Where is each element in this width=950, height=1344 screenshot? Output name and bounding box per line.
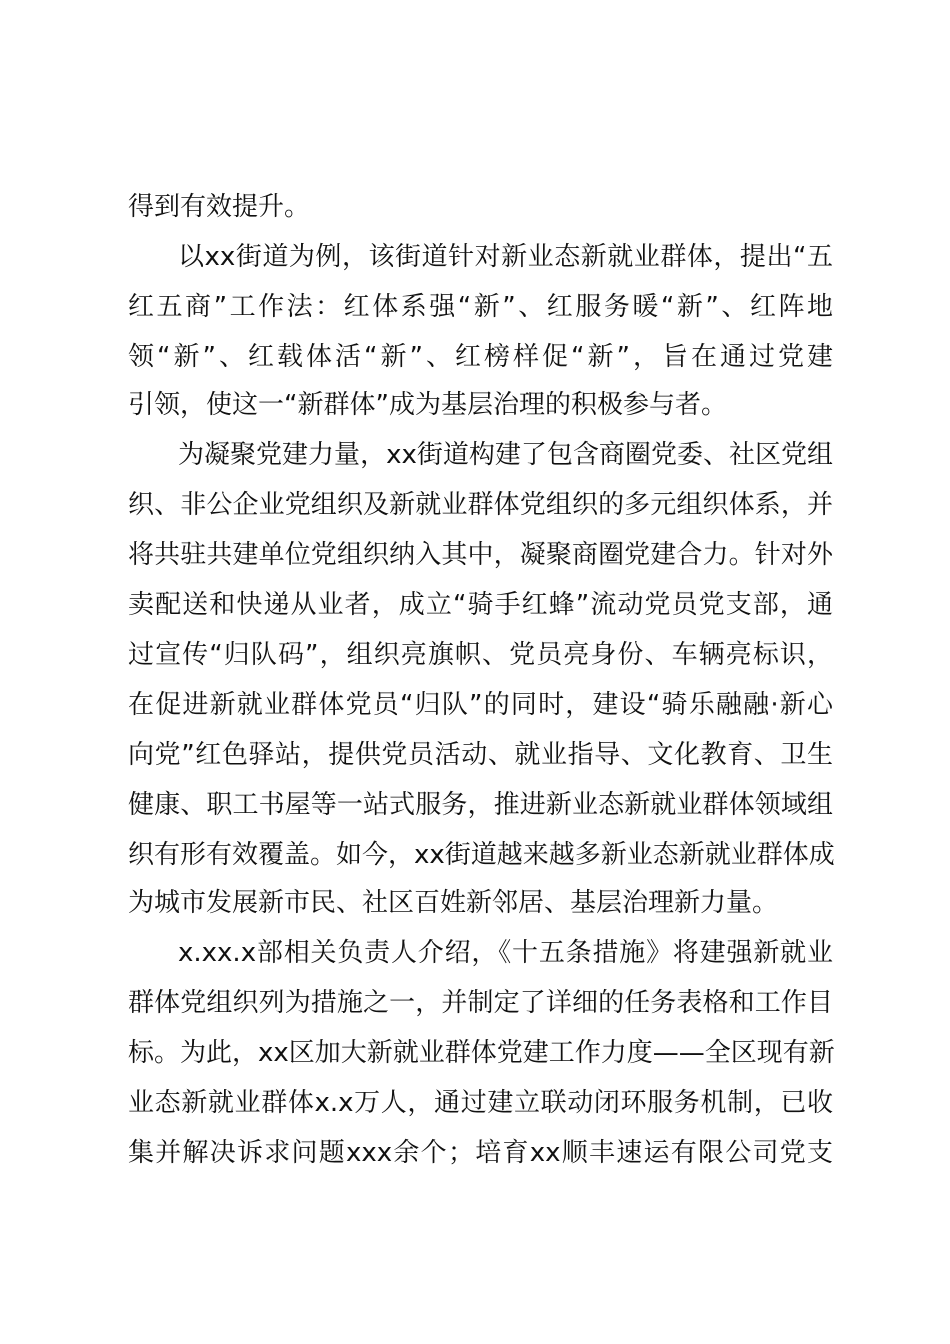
text-line: 引领，使这一“新群体”成为基层治理的积极参与者。 bbox=[128, 390, 727, 420]
text-line: 健康、职工书屋等一站式服务，推进新业态新就业群体领域组 bbox=[128, 790, 833, 820]
text-line: 过宣传“归队码”，组织亮旗帜、党员亮身份、车辆亮标识， bbox=[128, 640, 833, 670]
paragraph-first-line: 为凝聚党建力量，xx街道构建了包含商圈党委、社区党组 bbox=[178, 440, 833, 470]
text-line: 领“新”、红载体活“新”、红榜样促“新”，旨在通过党建 bbox=[128, 342, 833, 372]
text-line: 卖配送和快递从业者，成立“骑手红蜂”流动党员党支部，通 bbox=[128, 590, 833, 620]
text-line: 集并解决诉求问题xxx余个；培育xx顺丰速运有限公司党支 bbox=[128, 1138, 833, 1168]
text-line: 得到有效提升。 bbox=[128, 192, 311, 222]
text-line: 织、非公企业党组织及新就业群体党组织的多元组织体系，并 bbox=[128, 490, 833, 520]
text-line: 向党”红色驿站，提供党员活动、就业指导、文化教育、卫生 bbox=[128, 740, 833, 770]
text-line: 在促进新就业群体党员“归队”的同时，建设“骑乐融融·新心 bbox=[128, 690, 833, 720]
paragraph-first-line: 以xx街道为例，该街道针对新业态新就业群体，提出“五 bbox=[178, 242, 833, 272]
paragraph-first-line: x.xx.x部相关负责人介绍，《十五条措施》将建强新就业 bbox=[178, 938, 833, 968]
text-line: 标。为此，xx区加大新就业群体党建工作力度——全区现有新 bbox=[128, 1038, 835, 1068]
text-line: 织有形有效覆盖。如今，xx街道越来越多新业态新就业群体成 bbox=[128, 840, 835, 870]
text-line: 为城市发展新市民、社区百姓新邻居、基层治理新力量。 bbox=[128, 888, 779, 918]
text-line: 将共驻共建单位党组织纳入其中，凝聚商圈党建合力。针对外 bbox=[128, 540, 833, 570]
text-line: 红五商”工作法：红体系强“新”、红服务暖“新”、红阵地 bbox=[128, 292, 833, 322]
text-line: 业态新就业群体x.x万人，通过建立联动闭环服务机制，已收 bbox=[128, 1088, 833, 1118]
text-line: 群体党组织列为措施之一，并制定了详细的任务表格和工作目 bbox=[128, 988, 833, 1018]
